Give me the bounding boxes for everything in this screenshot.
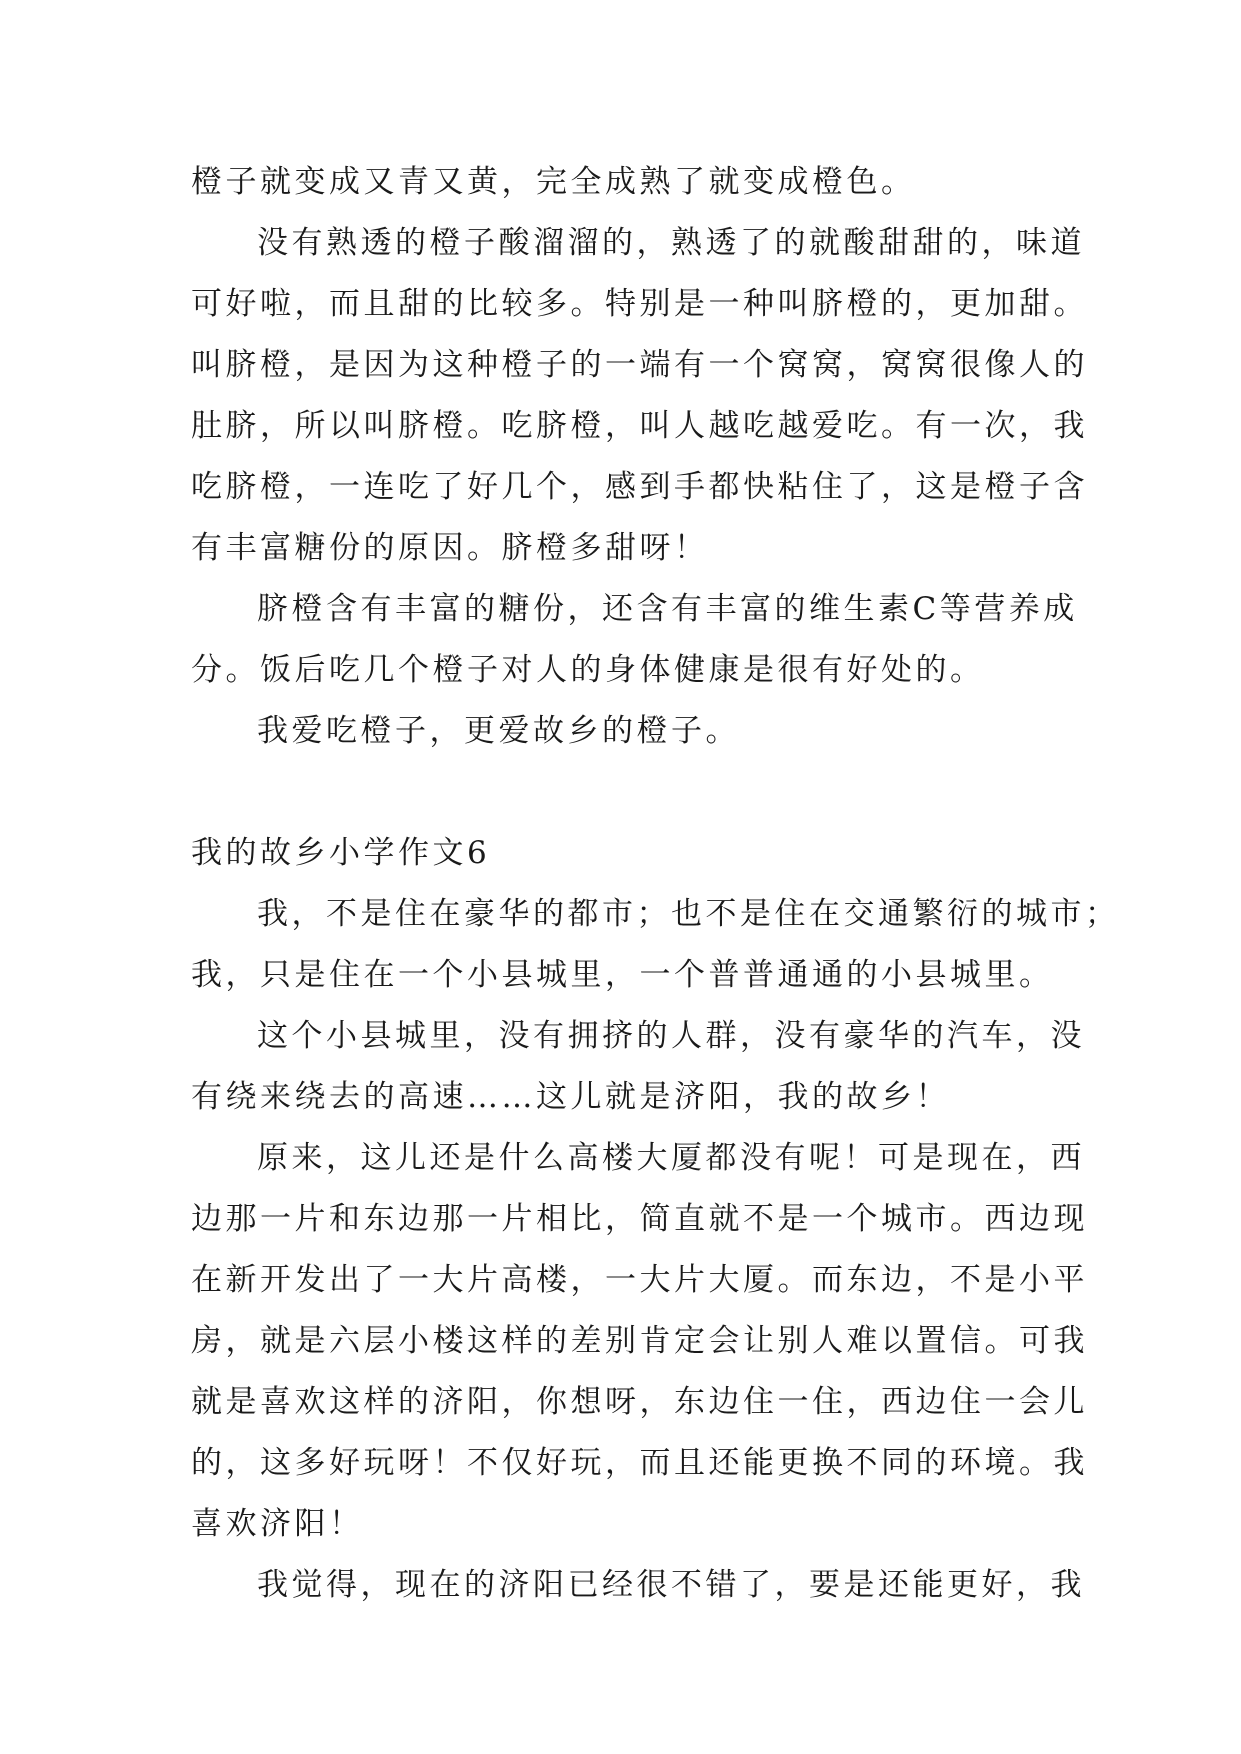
paragraph-line: 边那一片和东边那一片相比，简直就不是一个城市。西边现: [191, 1201, 1088, 1237]
paragraph-line: 有丰富糖份的原因。脐橙多甜呀！: [191, 530, 709, 566]
section-spacer: [191, 762, 1071, 823]
paragraph-line: 房，就是六层小楼这样的差别肯定会让别人难以置信。可我: [191, 1323, 1088, 1359]
paragraph-line: 在新开发出了一大片高楼，一大片大厦。而东边，不是小平: [191, 1262, 1088, 1298]
paragraph-line: 喜欢济阳！: [191, 1506, 364, 1542]
paragraph-line: 橙子就变成又青又黄，完全成熟了就变成橙色。: [191, 164, 916, 200]
paragraph-line: 我觉得，现在的济阳已经很不错了，要是还能更好，我: [257, 1567, 1085, 1603]
paragraph-line: 叫脐橙，是因为这种橙子的一端有一个窝窝，窝窝很像人的: [191, 347, 1088, 383]
paragraph-line: 肚脐，所以叫脐橙。吃脐橙，叫人越吃越爱吃。有一次，我: [191, 408, 1088, 444]
paragraph-line: 我，只是住在一个小县城里，一个普普通通的小县城里。: [191, 957, 1054, 993]
paragraph-line: 分。饭后吃几个橙子对人的身体健康是很有好处的。: [191, 652, 985, 688]
paragraph-line: 的，这多好玩呀！不仅好玩，而且还能更换不同的环境。我: [191, 1445, 1088, 1481]
paragraph-line: 原来，这儿还是什么高楼大厦都没有呢！可是现在，西: [257, 1140, 1085, 1176]
section-title: 我的故乡小学作文6: [191, 835, 491, 871]
paragraph-line: 我爱吃橙子，更爱故乡的橙子。: [257, 713, 740, 749]
paragraph-line: 没有熟透的橙子酸溜溜的，熟透了的就酸甜甜的，味道: [257, 225, 1085, 261]
paragraph-line: 有绕来绕去的高速……这儿就是济阳，我的故乡！: [191, 1079, 950, 1115]
document-body: [191, 152, 1120, 1616]
paragraph-line: 可好啦，而且甜的比较多。特别是一种叫脐橙的，更加甜。: [191, 286, 1088, 322]
paragraph-line: 这个小县城里，没有拥挤的人群，没有豪华的汽车，没: [257, 1018, 1085, 1054]
paragraph-line: 吃脐橙，一连吃了好几个，感到手都快粘住了，这是橙子含: [191, 469, 1088, 505]
paragraph-line: 脐橙含有丰富的糖份，还含有丰富的维生素C等营养成: [257, 591, 1078, 627]
paragraph-line: 我，不是住在豪华的都市；也不是住在交通繁衍的城市；: [257, 896, 1120, 932]
paragraph-line: 就是喜欢这样的济阳，你想呀，东边住一住，西边住一会儿: [191, 1384, 1088, 1420]
